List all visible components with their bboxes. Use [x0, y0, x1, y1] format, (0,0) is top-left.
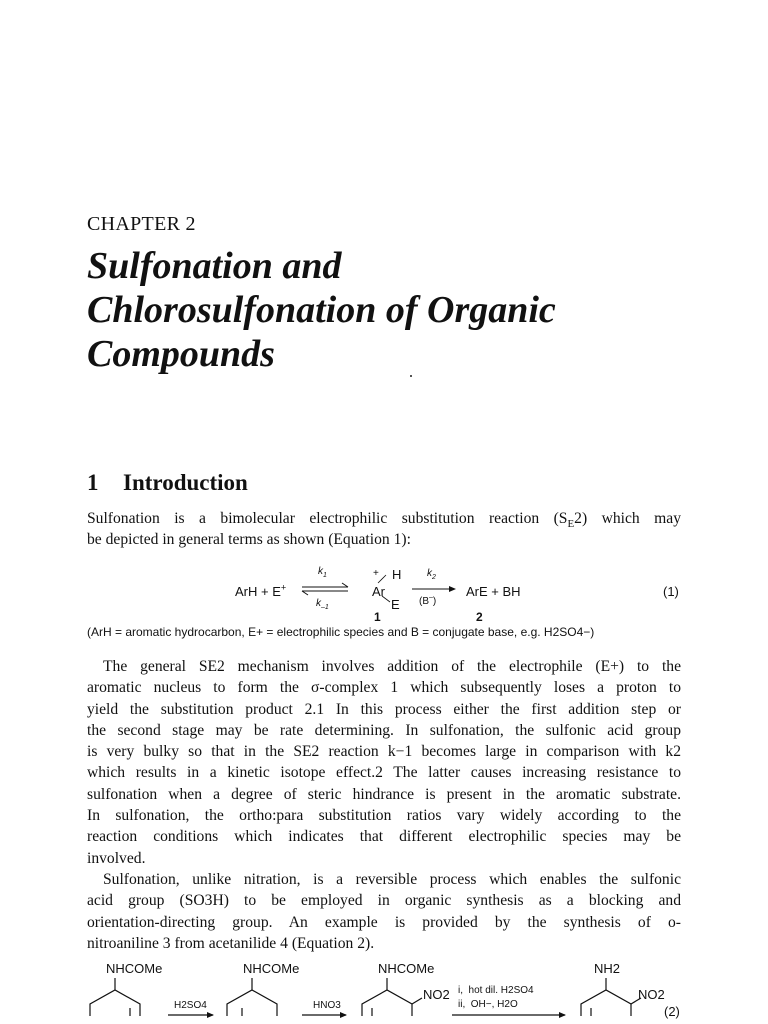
chapter-title-line-2: Chlorosulfonation of Organic — [87, 289, 556, 331]
paragraph-3-line-1: Sulfonation, unlike nitration, is a reversible process which enables the sulfonic — [103, 871, 681, 888]
paragraph-3-line-4: nitroaniline 3 from acetanilide 4 (Equation 2). — [87, 934, 375, 952]
paragraph-1 — [87, 508, 681, 551]
eq2-reagent-2: HNO3 — [313, 1000, 341, 1011]
paragraph-3-line-2: acid group (SO3H) to be employed in organic synthesis as a blocking and — [87, 892, 681, 910]
paragraph-2-line-8: In sulfonation, the ortho:para substitution ratios vary widely according to the — [87, 807, 681, 825]
paragraph-2 — [87, 656, 681, 869]
paragraph-1-line-2: be depicted in general terms as shown (Equation 1): — [87, 531, 411, 549]
paragraph-3-line-3: orientation-directing group. An example is provided by the synthesis of o- — [87, 913, 681, 931]
eq2-no2-b: NO2 — [638, 987, 665, 1002]
chapter-title — [87, 244, 727, 376]
eq2-number: (2) — [664, 1004, 680, 1019]
eq2-reagent-1: H2SO4 — [174, 1000, 207, 1011]
section-number: 1 — [87, 470, 99, 495]
stray-mark — [410, 375, 412, 377]
eq2-reagent-3b: ii, OH−, H2O — [458, 999, 518, 1010]
section-heading — [87, 470, 248, 496]
eq1-products: ArE + BH — [466, 584, 521, 599]
paragraph-2-line-3: yield the substitution product 2.1 In this process either the first addition step or — [87, 700, 681, 718]
eq1-reactants: ArH + E+ — [235, 582, 287, 599]
paragraph-2-line-9: reaction conditions which indicates that different electrophilic species may be — [87, 828, 681, 846]
paragraph-2-line-6: which results in a kinetic isotope effect.2 The latter causes increasing resistance to — [87, 764, 681, 782]
eq1-sigma-e: E — [391, 597, 400, 612]
eq2-substituent-4: NH2 — [594, 961, 621, 976]
eq1-plus: + — [373, 568, 379, 579]
eq2-substituent-2: NHCOMe — [243, 961, 300, 976]
paragraph-2-line-10: involved. — [87, 849, 146, 867]
equation-2 — [0, 958, 768, 1024]
eq2-substituent-1: NHCOMe — [106, 961, 163, 976]
eq1-base: (B–) — [419, 594, 437, 607]
eq1-sigma-ar: Ar — [372, 584, 385, 599]
chapter-title-line-1: Sulfonation and — [87, 245, 342, 287]
equation-1-caption: (ArH = aromatic hydrocarbon, E+ = electrophilic species and B = conjugate base, e.g. H2SO4−) — [87, 625, 595, 639]
chapter-title-line-3: Compounds — [87, 333, 275, 375]
paragraph-2-line-2: aromatic nucleus to form the σ-complex 1 which subsequently loses a proton to — [87, 679, 681, 697]
eq2-no2-a: NO2 — [423, 987, 450, 1002]
eq1-sigma-h: H — [392, 567, 402, 582]
equation-1 — [0, 560, 768, 624]
eq1-label-1: 1 — [374, 610, 381, 624]
paragraph-2-line-4: the second stage may be rate determining. In sulfonation, the sulfonic acid group — [87, 721, 681, 739]
eq1-k1: $k_1$ — [318, 566, 327, 579]
paragraph-2-line-1: The general SE2 mechanism involves addition of the electrophile (E+) to the — [103, 658, 681, 675]
chapter-label: CHAPTER 2 — [87, 213, 196, 235]
paragraph-3 — [87, 869, 681, 954]
paragraph-1-line-1: Sulfonation is a bimolecular electrophilic substitution reaction $(S_E2)$ which may — [87, 510, 681, 531]
eq2-substituent-3: NHCOMe — [378, 961, 435, 976]
paragraph-2-line-5: is very bulky so that in the SE2 reaction k−1 becomes large in comparison with k2 — [87, 743, 681, 761]
section-title: Introduction — [123, 470, 248, 495]
eq2-reagent-3a: i, hot dil. H2SO4 — [458, 985, 534, 996]
eq1-label-2: 2 — [476, 610, 483, 624]
paragraph-2-line-7: sulfonation when a degree of steric hindrance is present in the aromatic substrate. — [87, 785, 681, 803]
eq1-number: (1) — [663, 584, 679, 599]
eq1-k-1: $k_{-1}$ — [316, 598, 329, 611]
eq1-k2: $k_2$ — [427, 568, 436, 581]
